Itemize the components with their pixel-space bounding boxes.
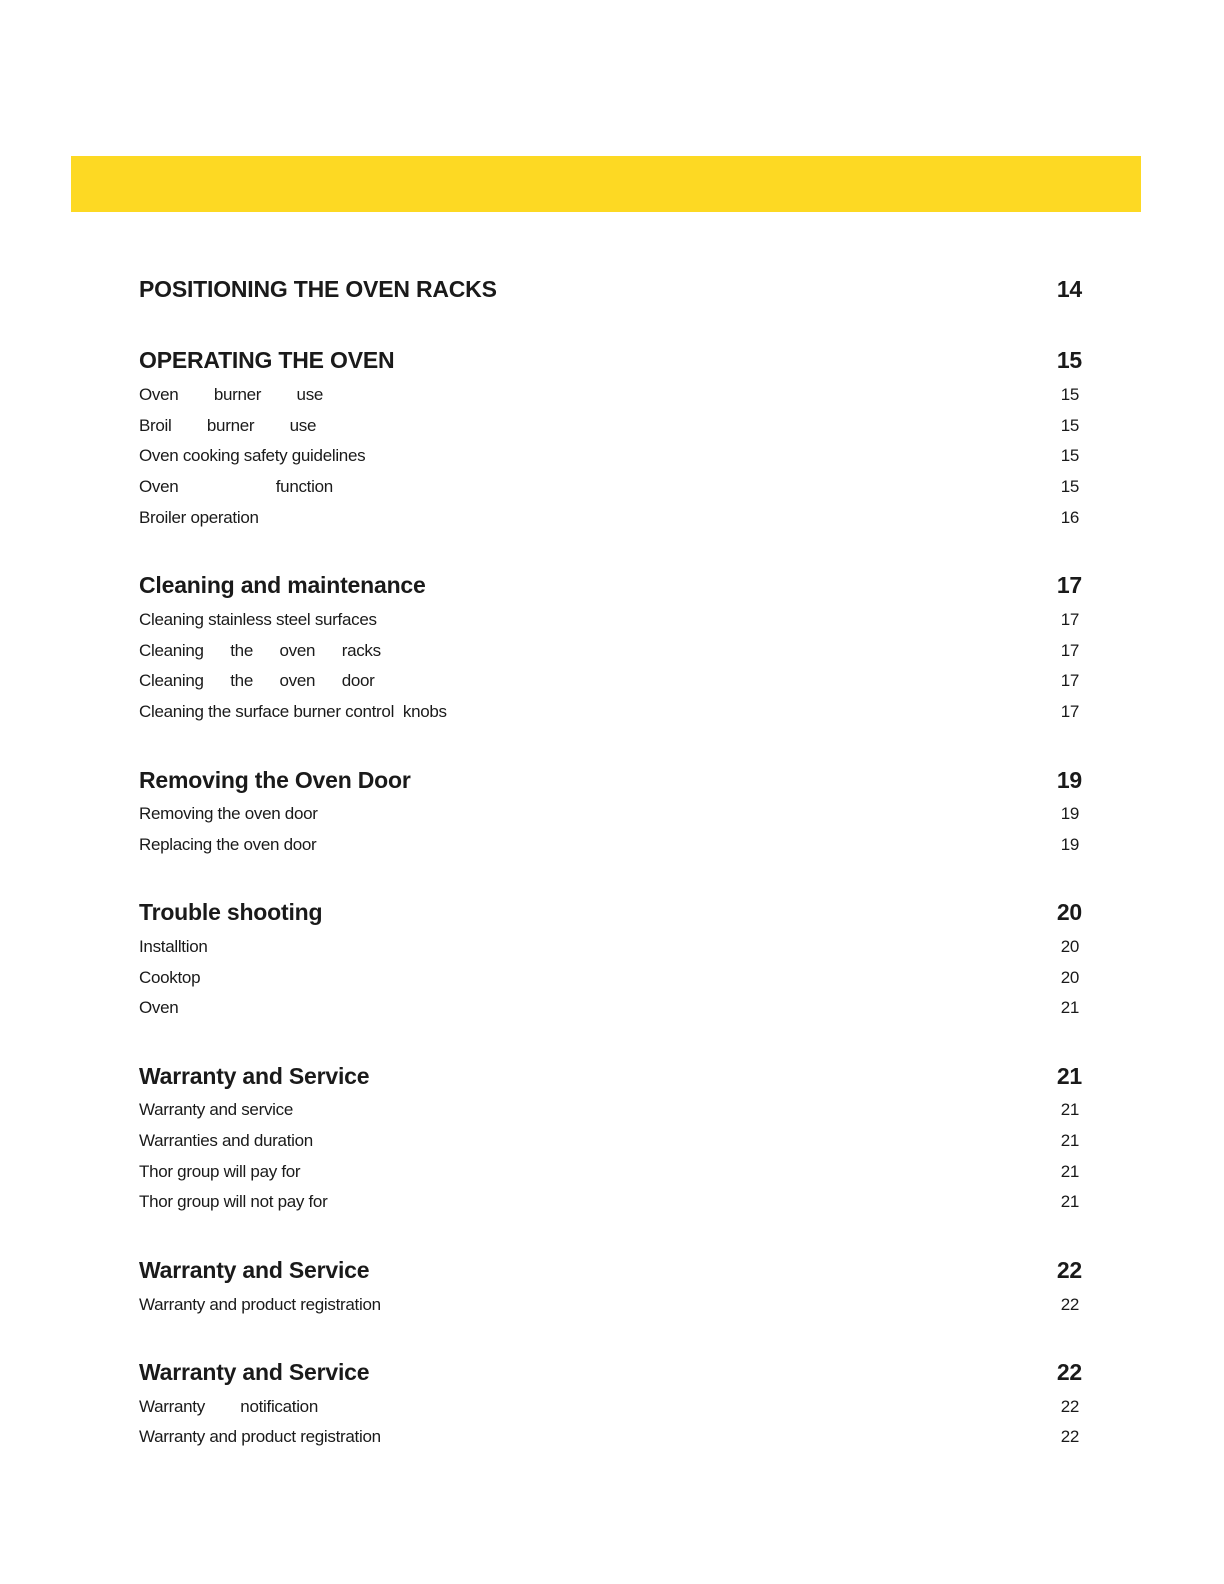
entry-page-number: 15 — [1060, 385, 1079, 404]
section-page-number: 14 — [1056, 276, 1082, 302]
section-page-number: 17 — [1056, 572, 1082, 598]
entry-page-number: 17 — [1060, 702, 1079, 721]
toc-entry[interactable] — [139, 478, 1082, 495]
entry-page-number: 20 — [1060, 937, 1079, 956]
toc-entry[interactable] — [139, 805, 1082, 822]
section-page-number: 15 — [1056, 347, 1082, 373]
entry-page-number: 21 — [1060, 1131, 1079, 1150]
entry-label: Removing the oven door — [139, 804, 318, 823]
header-banner — [71, 156, 1141, 212]
entry-label: Broiler operation — [139, 508, 259, 527]
entry-page-number: 22 — [1060, 1397, 1079, 1416]
toc-entry[interactable] — [139, 999, 1082, 1016]
toc-section-heading[interactable] — [139, 1065, 1082, 1088]
toc-section-heading[interactable] — [139, 1361, 1082, 1384]
entry-label: Warranties and duration — [139, 1131, 313, 1150]
entry-page-number: 21 — [1060, 1192, 1079, 1211]
entry-page-number: 19 — [1060, 804, 1079, 823]
toc-entry[interactable] — [139, 417, 1082, 434]
section-page-number: 22 — [1056, 1257, 1082, 1283]
entry-label: Oven — [139, 998, 179, 1017]
entry-label: Oven function — [139, 477, 333, 496]
toc-entry[interactable] — [139, 642, 1082, 659]
section-title: Trouble shooting — [139, 899, 323, 925]
toc-entry[interactable] — [139, 969, 1082, 986]
section-title: POSITIONING THE OVEN RACKS — [139, 276, 497, 302]
entry-label: Broil burner use — [139, 416, 317, 435]
section-title: OPERATING THE OVEN — [139, 347, 395, 373]
toc-entry[interactable] — [139, 447, 1082, 464]
entry-page-number: 22 — [1060, 1427, 1079, 1446]
toc-entry[interactable] — [139, 1163, 1082, 1180]
section-title: Warranty and Service — [139, 1359, 370, 1385]
entry-label: Cleaning stainless steel surfaces — [139, 610, 377, 629]
entry-page-number: 15 — [1060, 416, 1079, 435]
section-title: Removing the Oven Door — [139, 767, 411, 793]
entry-label: Cleaning the oven door — [139, 671, 375, 690]
section-page-number: 22 — [1056, 1359, 1082, 1385]
toc-entry[interactable] — [139, 836, 1082, 853]
entry-page-number: 21 — [1060, 1162, 1079, 1181]
toc-entry[interactable] — [139, 938, 1082, 955]
toc-section-heading[interactable] — [139, 349, 1082, 372]
entry-label: Thor group will not pay for — [139, 1192, 328, 1211]
entry-page-number: 16 — [1060, 508, 1079, 527]
section-title: Warranty and Service — [139, 1257, 370, 1283]
section-title: Warranty and Service — [139, 1063, 370, 1089]
entry-page-number: 21 — [1060, 1100, 1079, 1119]
entry-label: Oven burner use — [139, 385, 324, 404]
section-page-number: 19 — [1056, 767, 1082, 793]
toc-entry[interactable] — [139, 703, 1082, 720]
entry-label: Warranty and product registration — [139, 1295, 381, 1314]
toc-entry[interactable] — [139, 1193, 1082, 1210]
entry-page-number: 20 — [1060, 968, 1079, 987]
entry-page-number: 17 — [1060, 671, 1079, 690]
toc-entry[interactable] — [139, 611, 1082, 628]
entry-label: Cleaning the oven racks — [139, 641, 381, 660]
toc-section-heading[interactable] — [139, 574, 1082, 597]
entry-label: Thor group will pay for — [139, 1162, 301, 1181]
entry-page-number: 15 — [1060, 477, 1079, 496]
toc-entry[interactable] — [139, 509, 1082, 526]
toc-entry[interactable] — [139, 1428, 1082, 1445]
toc-entry[interactable] — [139, 1132, 1082, 1149]
toc-entry[interactable] — [139, 1101, 1082, 1118]
entry-label: Warranty and service — [139, 1100, 293, 1119]
toc-entry[interactable] — [139, 386, 1082, 403]
toc-entry[interactable] — [139, 672, 1082, 689]
toc-section-heading[interactable] — [139, 278, 1082, 301]
entry-label: Replacing the oven door — [139, 835, 317, 854]
entry-page-number: 17 — [1060, 641, 1079, 660]
entry-page-number: 17 — [1060, 610, 1079, 629]
toc-section-heading[interactable] — [139, 1259, 1082, 1282]
entry-label: Installtion — [139, 937, 208, 956]
toc-entry[interactable] — [139, 1398, 1082, 1415]
entry-page-number: 22 — [1060, 1295, 1079, 1314]
toc-entry[interactable] — [139, 1296, 1082, 1313]
entry-label: Cooktop — [139, 968, 201, 987]
section-page-number: 20 — [1056, 899, 1082, 925]
entry-label: Warranty and product registration — [139, 1427, 381, 1446]
entry-page-number: 15 — [1060, 446, 1079, 465]
toc-section-heading[interactable] — [139, 769, 1082, 792]
section-page-number: 21 — [1056, 1063, 1082, 1089]
toc-section-heading[interactable] — [139, 901, 1082, 924]
entry-label: Cleaning the surface burner control knobs — [139, 702, 447, 721]
entry-page-number: 21 — [1060, 998, 1079, 1017]
entry-label: Warranty notification — [139, 1397, 318, 1416]
entry-label: Oven cooking safety guidelines — [139, 446, 366, 465]
section-title: Cleaning and maintenance — [139, 572, 426, 598]
entry-page-number: 19 — [1060, 835, 1079, 854]
